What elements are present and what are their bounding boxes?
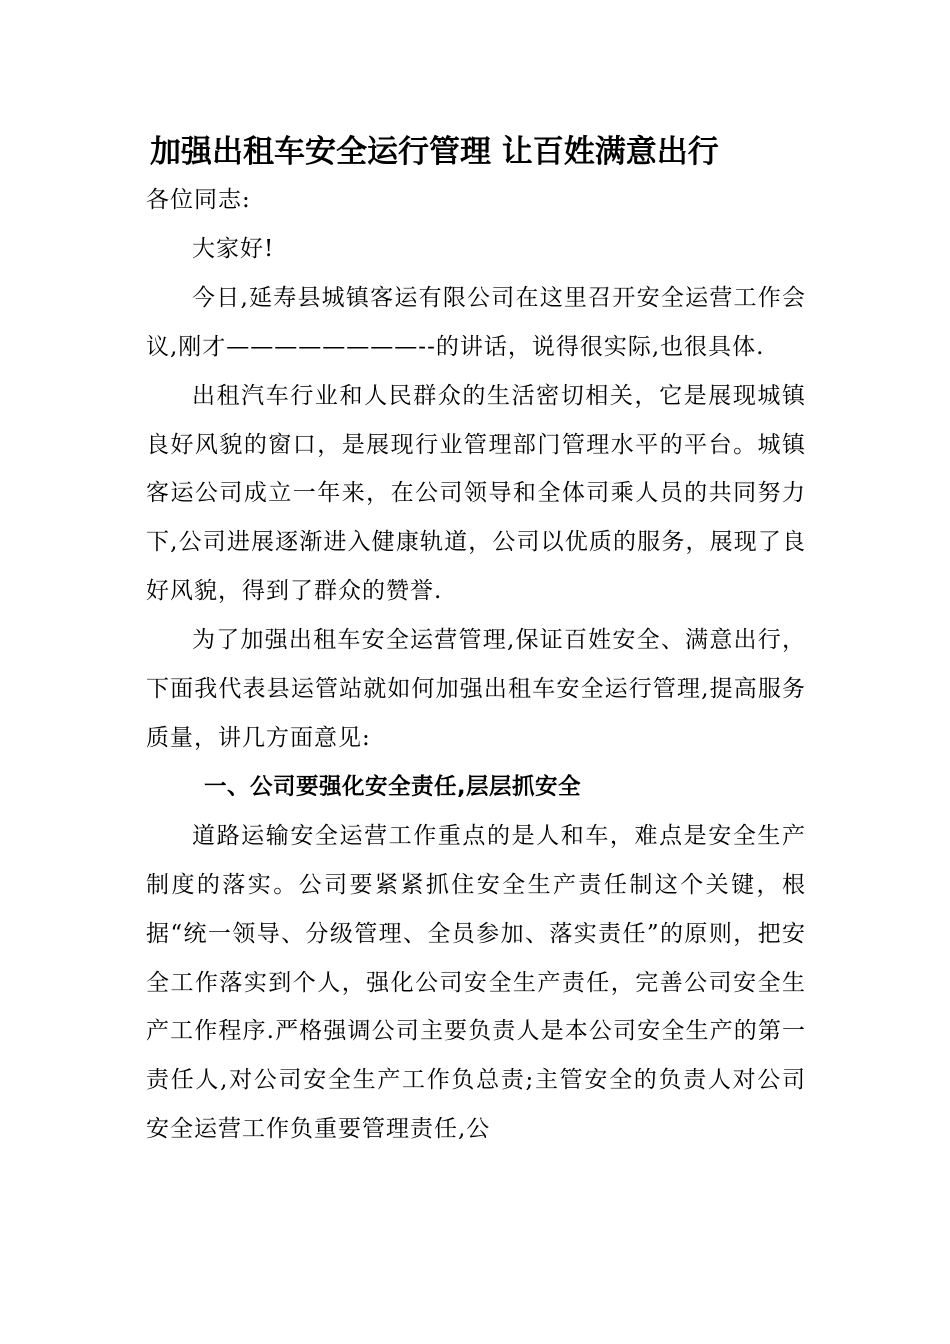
section-heading: 一、公司要强化安全责任,层层抓安全 (204, 773, 582, 800)
document-title: 加强出租车安全运行管理 让百姓满意出行 (150, 134, 719, 170)
document-body (146, 176, 806, 1154)
salutation: 各位同志: (146, 187, 251, 213)
paragraph-industry: 出租汽车行业和人民群众的生活密切相关，它是展现城镇良好风貌的窗口，是展现行业管理部门管理水平的平台。城镇客运公司成立一年来，在公司领导和全体司乘人员的共同努力下,公司进展逐渐进入健康轨道，公司以优质的服务，展现了良好风貌，得到了群众的赞誉. (146, 382, 806, 605)
paragraph-greeting: 大家好! (192, 235, 275, 262)
paragraph-purpose: 为了加强出租车安全运营管理,保证百姓安全、满意出行，下面我代表县运管站就如何加强出租车安全运行管理,提高服务质量，讲几方面意见: (146, 627, 806, 751)
paragraph-section-one: 道路运输安全运营工作重点的是人和车，难点是安全生产制度的落实。公司要紧紧抓住安全生产责任制这个关键，根据“统一领导、分级管理、全员参加、落实责任”的原则，把安全工作落实到个人，强化公司安全生产责任，完善公司安全生产工作程序.严格强调公司主要负责人是本公司安全生产的第一责任人,对公司安全生产工作负总责;主管安全的负责人对公司安全运营工作负重要管理责任,公 (146, 822, 806, 1143)
paragraph-meeting-intro: 今日,延寿县城镇客运有限公司在这里召开安全运营工作会议,刚才————————--的讲话，说得很实际,也很具体. (146, 284, 806, 360)
